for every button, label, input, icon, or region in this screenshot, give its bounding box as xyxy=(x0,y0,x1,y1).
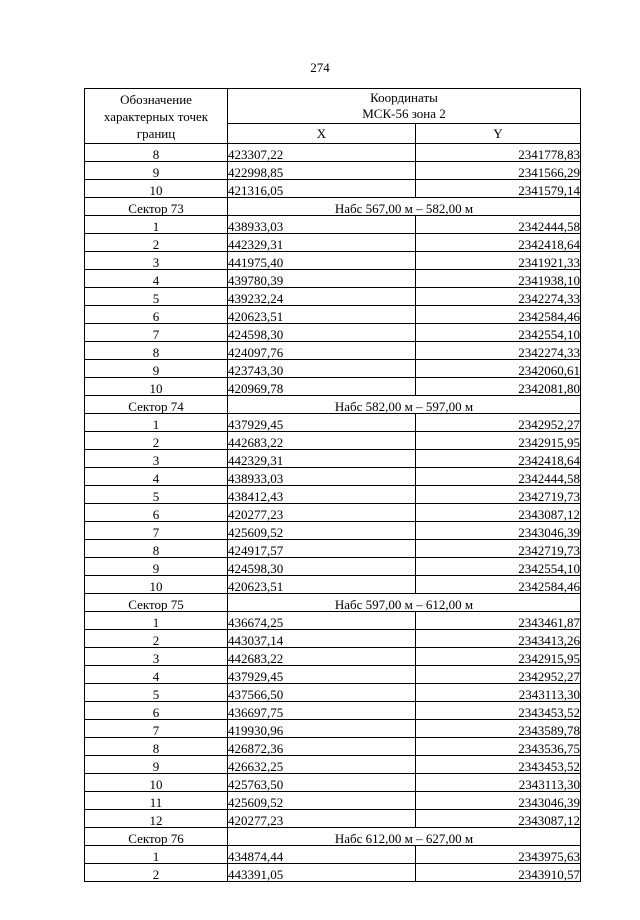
coordinate-x: 442683,22 xyxy=(228,648,416,666)
header-designation: Обозначение характерных точек границ xyxy=(85,89,228,144)
table-row xyxy=(85,216,581,234)
point-number: 1 xyxy=(85,846,228,864)
coordinate-y: 2343046,39 xyxy=(416,792,581,810)
coordinate-y: 2343453,52 xyxy=(416,702,581,720)
coordinate-y: 2343413,26 xyxy=(416,630,581,648)
coordinate-y: 2341579,14 xyxy=(416,180,581,198)
coordinate-x: 420277,23 xyxy=(228,504,416,522)
coordinate-y: 2342554,10 xyxy=(416,324,581,342)
table-row xyxy=(85,432,581,450)
point-number: 12 xyxy=(85,810,228,828)
table-row xyxy=(85,684,581,702)
table-row xyxy=(85,288,581,306)
point-number: 5 xyxy=(85,684,228,702)
point-number: 7 xyxy=(85,324,228,342)
table-body xyxy=(85,144,581,882)
table-row xyxy=(85,252,581,270)
table-row xyxy=(85,846,581,864)
table-row xyxy=(85,792,581,810)
table-row xyxy=(85,576,581,594)
point-number: 9 xyxy=(85,162,228,180)
coordinate-y: 2342060,61 xyxy=(416,360,581,378)
coordinate-y: 2342584,46 xyxy=(416,576,581,594)
table-row xyxy=(85,360,581,378)
point-number: 3 xyxy=(85,252,228,270)
coordinate-y: 2341566,29 xyxy=(416,162,581,180)
coordinate-y: 2341921,33 xyxy=(416,252,581,270)
table-row xyxy=(85,738,581,756)
coordinate-y: 2342554,10 xyxy=(416,558,581,576)
table-row xyxy=(85,378,581,396)
table-row xyxy=(85,162,581,180)
table-row xyxy=(85,756,581,774)
coordinate-x: 441975,40 xyxy=(228,252,416,270)
table-row xyxy=(85,414,581,432)
coordinate-y: 2343113,30 xyxy=(416,684,581,702)
coordinate-x: 424598,30 xyxy=(228,558,416,576)
coordinates-table xyxy=(84,88,581,882)
coordinate-x: 423743,30 xyxy=(228,360,416,378)
coordinate-x: 442329,31 xyxy=(228,450,416,468)
point-number: 6 xyxy=(85,702,228,720)
coordinate-x: 438412,43 xyxy=(228,486,416,504)
point-number: 4 xyxy=(85,666,228,684)
sector-height-range: Набс 597,00 м – 612,00 м xyxy=(228,594,581,612)
point-number: 6 xyxy=(85,306,228,324)
point-number: 9 xyxy=(85,360,228,378)
coordinate-x: 437929,45 xyxy=(228,666,416,684)
coordinate-x: 421316,05 xyxy=(228,180,416,198)
sector-height-range: Набс 612,00 м – 627,00 м xyxy=(228,828,581,846)
coordinate-y: 2343453,52 xyxy=(416,756,581,774)
coordinate-x: 443391,05 xyxy=(228,864,416,882)
table-row xyxy=(85,468,581,486)
coordinate-x: 443037,14 xyxy=(228,630,416,648)
point-number: 5 xyxy=(85,486,228,504)
table-row xyxy=(85,702,581,720)
table-row xyxy=(85,270,581,288)
coordinate-y: 2342274,33 xyxy=(416,342,581,360)
coordinate-x: 426872,36 xyxy=(228,738,416,756)
coordinate-y: 2342418,64 xyxy=(416,234,581,252)
coordinate-x: 425609,52 xyxy=(228,522,416,540)
point-number: 9 xyxy=(85,558,228,576)
coordinate-x: 437929,45 xyxy=(228,414,416,432)
coordinate-x: 424598,30 xyxy=(228,324,416,342)
table-row xyxy=(85,342,581,360)
coordinate-y: 2342915,95 xyxy=(416,432,581,450)
point-number: 11 xyxy=(85,792,228,810)
table-row xyxy=(85,306,581,324)
sector-label: Сектор 74 xyxy=(85,396,228,414)
table-row xyxy=(85,774,581,792)
table-row xyxy=(85,720,581,738)
sector-row xyxy=(85,198,581,216)
coordinate-x: 423307,22 xyxy=(228,144,416,162)
coordinate-y: 2342444,58 xyxy=(416,216,581,234)
point-number: 2 xyxy=(85,432,228,450)
coordinate-y: 2343975,63 xyxy=(416,846,581,864)
point-number: 1 xyxy=(85,216,228,234)
coordinate-y: 2342274,33 xyxy=(416,288,581,306)
point-number: 3 xyxy=(85,648,228,666)
point-number: 10 xyxy=(85,378,228,396)
table-row xyxy=(85,630,581,648)
point-number: 4 xyxy=(85,468,228,486)
table-row xyxy=(85,522,581,540)
coordinate-x: 420623,51 xyxy=(228,576,416,594)
point-number: 5 xyxy=(85,288,228,306)
point-number: 8 xyxy=(85,342,228,360)
coordinate-x: 438933,03 xyxy=(228,468,416,486)
table-row xyxy=(85,486,581,504)
coordinate-y: 2342418,64 xyxy=(416,450,581,468)
table-row xyxy=(85,540,581,558)
coordinate-x: 422998,85 xyxy=(228,162,416,180)
sector-label: Сектор 75 xyxy=(85,594,228,612)
coordinate-y: 2343536,75 xyxy=(416,738,581,756)
table-row xyxy=(85,648,581,666)
point-number: 9 xyxy=(85,756,228,774)
coordinate-y: 2343087,12 xyxy=(416,810,581,828)
coordinate-y: 2341778,83 xyxy=(416,144,581,162)
coordinate-y: 2342081,80 xyxy=(416,378,581,396)
header-y: Y xyxy=(416,124,581,144)
coordinate-x: 439232,24 xyxy=(228,288,416,306)
header-coordinates-label: Координаты xyxy=(370,90,438,105)
coordinate-y: 2343046,39 xyxy=(416,522,581,540)
point-number: 10 xyxy=(85,576,228,594)
coordinate-x: 442683,22 xyxy=(228,432,416,450)
point-number: 8 xyxy=(85,144,228,162)
sector-row xyxy=(85,396,581,414)
table-row xyxy=(85,864,581,882)
header-x: X xyxy=(228,124,416,144)
coordinate-y: 2342952,27 xyxy=(416,414,581,432)
coordinate-x: 420623,51 xyxy=(228,306,416,324)
coordinate-x: 436697,75 xyxy=(228,702,416,720)
table-row xyxy=(85,324,581,342)
table-row xyxy=(85,144,581,162)
coordinate-x: 442329,31 xyxy=(228,234,416,252)
coordinate-x: 420277,23 xyxy=(228,810,416,828)
coordinate-x: 438933,03 xyxy=(228,216,416,234)
coordinate-x: 437566,50 xyxy=(228,684,416,702)
point-number: 4 xyxy=(85,270,228,288)
coordinate-y: 2342952,27 xyxy=(416,666,581,684)
sector-height-range: Набс 567,00 м – 582,00 м xyxy=(228,198,581,216)
sector-height-range: Набс 582,00 м – 597,00 м xyxy=(228,396,581,414)
table-row xyxy=(85,558,581,576)
table-row xyxy=(85,234,581,252)
coordinate-x: 436674,25 xyxy=(228,612,416,630)
table-row xyxy=(85,504,581,522)
sector-row xyxy=(85,828,581,846)
coordinate-x: 425763,50 xyxy=(228,774,416,792)
point-number: 2 xyxy=(85,630,228,648)
coordinate-y: 2342444,58 xyxy=(416,468,581,486)
header-coordinates xyxy=(228,89,581,124)
coordinate-y: 2342719,73 xyxy=(416,540,581,558)
point-number: 7 xyxy=(85,720,228,738)
point-number: 3 xyxy=(85,450,228,468)
point-number: 2 xyxy=(85,234,228,252)
table-row xyxy=(85,180,581,198)
coordinate-x: 426632,25 xyxy=(228,756,416,774)
coordinate-y: 2341938,10 xyxy=(416,270,581,288)
coordinate-x: 420969,78 xyxy=(228,378,416,396)
page-number: 274 xyxy=(310,60,330,75)
table-row xyxy=(85,666,581,684)
sector-label: Сектор 76 xyxy=(85,828,228,846)
coordinate-x: 424097,76 xyxy=(228,342,416,360)
point-number: 1 xyxy=(85,414,228,432)
point-number: 1 xyxy=(85,612,228,630)
coordinate-y: 2343910,57 xyxy=(416,864,581,882)
point-number: 6 xyxy=(85,504,228,522)
coordinate-x: 439780,39 xyxy=(228,270,416,288)
table-row xyxy=(85,810,581,828)
coordinate-y: 2343087,12 xyxy=(416,504,581,522)
table-row xyxy=(85,450,581,468)
coordinate-y: 2343589,78 xyxy=(416,720,581,738)
header-system-label: МСК-56 зона 2 xyxy=(362,106,446,121)
sector-row xyxy=(85,594,581,612)
coordinate-y: 2343113,30 xyxy=(416,774,581,792)
coordinate-y: 2343461,87 xyxy=(416,612,581,630)
coordinate-y: 2342584,46 xyxy=(416,306,581,324)
point-number: 2 xyxy=(85,864,228,882)
coordinate-x: 425609,52 xyxy=(228,792,416,810)
point-number: 8 xyxy=(85,540,228,558)
point-number: 8 xyxy=(85,738,228,756)
coordinate-y: 2342915,95 xyxy=(416,648,581,666)
coordinate-x: 434874,44 xyxy=(228,846,416,864)
coordinate-x: 419930,96 xyxy=(228,720,416,738)
sector-label: Сектор 73 xyxy=(85,198,228,216)
point-number: 10 xyxy=(85,774,228,792)
coordinate-y: 2342719,73 xyxy=(416,486,581,504)
coordinate-x: 424917,57 xyxy=(228,540,416,558)
table-row xyxy=(85,612,581,630)
point-number: 7 xyxy=(85,522,228,540)
point-number: 10 xyxy=(85,180,228,198)
